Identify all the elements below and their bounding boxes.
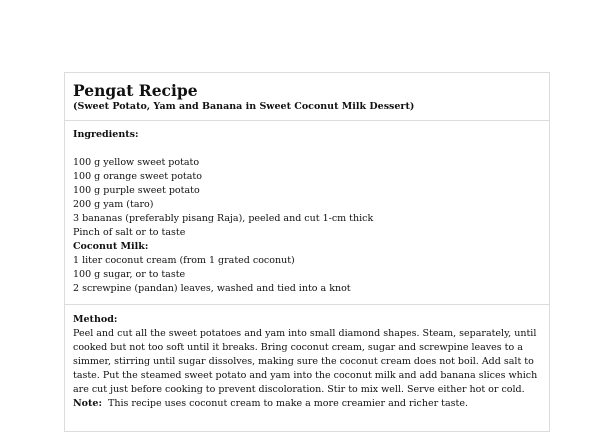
ingredient-item: 3 bananas (preferably pisang Raja), peeled and cut 1-cm thick — [73, 213, 374, 224]
ingredient-item: 100 g orange sweet potato — [73, 171, 202, 182]
ingredients-heading: Ingredients: — [73, 129, 139, 140]
ingredients-section — [65, 121, 549, 305]
coconut-item: 2 screwpine (pandan) leaves, washed and tied into a knot — [73, 283, 351, 294]
method-line: Peel and cut all the sweet potatoes and yam into small diamond shapes. Steam, separately, until — [73, 328, 537, 339]
ingredient-item: 100 g yellow sweet potato — [73, 157, 200, 168]
method-line: taste. Put the steamed sweet potato and yam into the coconut milk and add banana slices which — [73, 370, 538, 381]
recipe-card — [64, 72, 550, 432]
method-line: simmer, stirring until sugar dissolves, making sure the coconut cream does not boil. Add salt to — [73, 356, 534, 367]
coconut-milk-heading: Coconut Milk: — [73, 241, 149, 252]
recipe-subtitle: (Sweet Potato, Yam and Banana in Sweet Coconut Milk Dessert) — [73, 101, 415, 112]
coconut-item: 1 liter coconut cream (from 1 grated coconut) — [73, 255, 295, 266]
spacer — [73, 142, 541, 156]
ingredient-item: Pinch of salt or to taste — [73, 227, 186, 238]
ingredient-item: 200 g yam (taro) — [73, 199, 154, 210]
method-line: are cut just before cooking to prevent discoloration. Stir to mix well. Serve either hot or cold. — [73, 384, 525, 395]
note-text: This recipe uses coconut cream to make a more creamier and richer taste. — [101, 398, 468, 409]
method-section — [65, 305, 549, 411]
method-heading: Method: — [73, 314, 118, 325]
recipe-header — [65, 73, 549, 121]
ingredient-item: 100 g purple sweet potato — [73, 185, 200, 196]
recipe-title: Pengat Recipe — [73, 81, 198, 100]
note-label: Note: — [73, 398, 102, 409]
note-line — [73, 397, 541, 411]
method-line: cooked but not too soft until it breaks. Bring coconut cream, sugar and screwpine leaves to a — [73, 342, 523, 353]
coconut-item: 100 g sugar, or to taste — [73, 269, 186, 280]
